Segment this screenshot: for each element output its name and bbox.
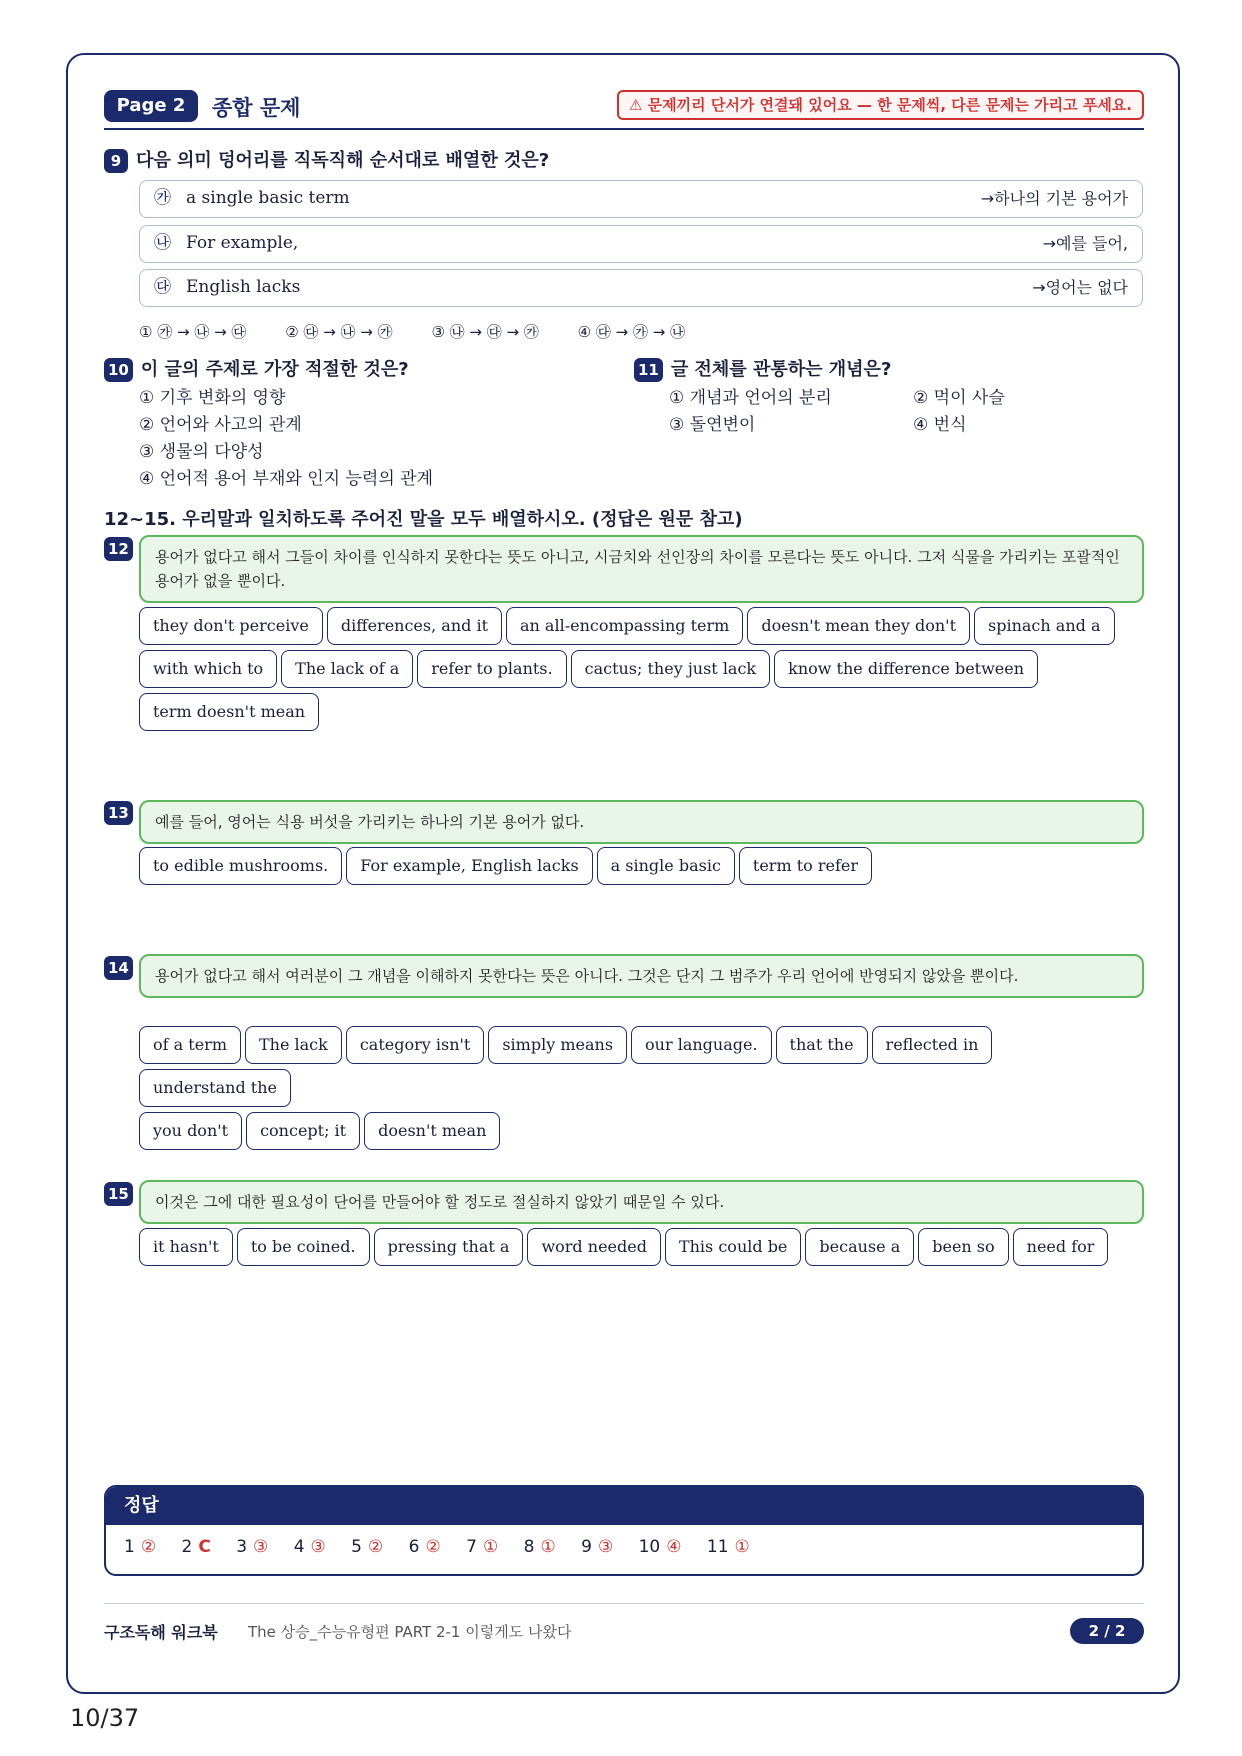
question-text: 다음 의미 덩어리를 직독직해 순서대로 배열한 것은? — [136, 150, 550, 171]
answer-key — [104, 1485, 1144, 1576]
question-9-options — [139, 321, 719, 342]
answer-item — [581, 1537, 613, 1557]
page-title: 종합 문제 — [212, 96, 301, 120]
word-tile[interactable]: concept; it — [246, 1112, 360, 1150]
chunk-marker: ㉰ — [154, 277, 171, 297]
answer-number: 2 — [181, 1537, 193, 1557]
answer-value: ① — [482, 1537, 499, 1557]
question-13-korean: 예를 들어, 영어는 식용 버섯을 가리키는 하나의 기본 용어가 없다. — [139, 800, 1144, 844]
chunk-english: English lacks — [186, 277, 301, 297]
word-tile[interactable]: need for — [1013, 1228, 1109, 1266]
word-tile[interactable]: doesn't mean — [364, 1112, 500, 1150]
answer-item — [124, 1537, 156, 1557]
word-tile[interactable]: that the — [776, 1026, 868, 1064]
question-14-tiles — [139, 1026, 1149, 1155]
word-tile[interactable]: because a — [805, 1228, 914, 1266]
answer-value: ② — [140, 1537, 157, 1557]
question-9 — [104, 146, 549, 173]
option-2[interactable]: ② 먹이 사슬 — [913, 388, 1005, 408]
answer-number: 5 — [351, 1537, 362, 1557]
answer-item — [524, 1537, 556, 1557]
page-header — [104, 90, 1144, 130]
word-tile[interactable]: refer to plants. — [417, 650, 566, 688]
word-tile[interactable]: This could be — [665, 1228, 801, 1266]
word-tile[interactable]: doesn't mean they don't — [747, 607, 970, 645]
footer-brand: 구조독해 워크북 — [104, 1623, 218, 1642]
option-3[interactable]: ③ ㉯ → ㉰ → ㉮ — [431, 323, 539, 341]
question-13-tiles — [139, 847, 1149, 890]
word-tile[interactable]: with which to — [139, 650, 277, 688]
chunk-english: For example, — [186, 233, 299, 253]
answer-value: ② — [425, 1537, 441, 1557]
page-footer — [104, 1603, 1144, 1645]
answer-item — [466, 1537, 498, 1557]
question-14-korean: 용어가 없다고 해서 여러분이 그 개념을 이해하지 못한다는 뜻은 아니다. 그것은 단지 그 범주가 우리 언어에 반영되지 않았을 뿐이다. — [139, 954, 1144, 998]
answer-value: ③ — [597, 1537, 614, 1557]
question-11-options-right — [913, 385, 1005, 439]
question-10-options — [139, 385, 433, 493]
answer-item — [294, 1537, 326, 1557]
word-tile[interactable]: a single basic — [597, 847, 735, 885]
page-badge: Page 2 — [104, 90, 198, 122]
option-1[interactable]: ① 개념과 언어의 분리 — [669, 388, 832, 408]
word-tile[interactable]: to be coined. — [237, 1228, 370, 1266]
answer-item — [639, 1537, 682, 1557]
word-tile[interactable]: The lack of a — [281, 650, 413, 688]
question-14-number: 14 — [104, 956, 133, 980]
chunk-korean: →예를 들어, — [1042, 234, 1128, 253]
answer-number: 3 — [236, 1537, 248, 1557]
page-counter: 10/37 — [70, 1704, 140, 1732]
question-11-options — [669, 385, 832, 439]
question-15-number: 15 — [104, 1182, 133, 1206]
word-tile[interactable]: know the difference between — [774, 650, 1038, 688]
answer-number: 7 — [466, 1537, 477, 1557]
option-3[interactable]: ③ 돌연변이 — [669, 415, 756, 435]
word-tile[interactable]: it hasn't — [139, 1228, 233, 1266]
answer-number: 4 — [293, 1537, 305, 1557]
question-number: 11 — [634, 358, 663, 382]
chunk-marker: ㉮ — [154, 188, 171, 208]
section-title: 12~15. 우리말과 일치하도록 주어진 말을 모두 배열하시오. (정답은 원문 참고) — [104, 509, 743, 530]
option-4[interactable]: ④ 언어적 용어 부재와 인지 능력의 관계 — [139, 469, 433, 489]
chunk-korean: →하나의 기본 용어가 — [980, 189, 1128, 208]
question-text: 이 글의 주제로 가장 적절한 것은? — [140, 359, 409, 380]
question-number: 10 — [104, 358, 133, 382]
word-tile[interactable]: understand the — [139, 1069, 291, 1107]
word-tile[interactable]: term to refer — [739, 847, 872, 885]
question-10 — [104, 355, 409, 382]
word-tile[interactable]: category isn't — [346, 1026, 485, 1064]
answer-item — [181, 1537, 210, 1557]
warning-notice: ⚠ 문제끼리 단서가 연결돼 있어요 — 한 문제씩, 다른 문제는 가리고 푸세요. — [617, 90, 1144, 120]
word-tile[interactable]: differences, and it — [327, 607, 502, 645]
question-12-korean: 용어가 없다고 해서 그들이 차이를 인식하지 못한다는 뜻도 아니고, 시금치와 선인장의 차이를 모른다는 뜻도 아니다. 그저 식물을 가리키는 포괄적인 용어가 없을 뿐이다. — [139, 535, 1144, 603]
option-1[interactable]: ① 기후 변화의 영향 — [139, 388, 286, 408]
answer-value: C — [198, 1537, 211, 1557]
question-12-tiles — [139, 607, 1149, 736]
question-15-korean: 이것은 그에 대한 필요성이 단어를 만들어야 할 정도로 절실하지 않았기 때문일 수 있다. — [139, 1180, 1144, 1224]
answer-number: 1 — [124, 1537, 135, 1557]
option-1[interactable]: ① ㉮ → ㉯ → ㉰ — [139, 323, 247, 341]
word-tile[interactable]: For example, English lacks — [346, 847, 592, 885]
footer-subtitle: The 상승_수능유형편 PART 2-1 이렇게도 나왔다 — [248, 1623, 572, 1641]
option-4[interactable]: ④ 번식 — [913, 415, 967, 435]
answer-number: 6 — [408, 1537, 420, 1557]
word-tile[interactable]: an all-encompassing term — [506, 607, 743, 645]
chunk-b — [139, 225, 1143, 263]
chunk-english: a single basic term — [186, 188, 350, 208]
word-tile[interactable]: The lack — [245, 1026, 342, 1064]
answer-value: ③ — [310, 1537, 326, 1557]
word-tile[interactable]: cactus; they just lack — [571, 650, 771, 688]
footer-page-badge: 2 / 2 — [1070, 1618, 1144, 1644]
question-15-tiles — [139, 1228, 1149, 1271]
answer-value: ① — [734, 1537, 750, 1557]
option-2[interactable]: ② 언어와 사고의 관계 — [139, 415, 302, 435]
option-3[interactable]: ③ 생물의 다양성 — [139, 442, 264, 462]
answer-item — [351, 1537, 383, 1557]
word-tile[interactable]: reflected in — [872, 1026, 993, 1064]
answer-item — [409, 1537, 441, 1557]
answer-value: ① — [540, 1537, 556, 1557]
option-4[interactable]: ④ ㉰ → ㉮ → ㉯ — [577, 323, 686, 341]
question-number: 9 — [104, 149, 128, 173]
answer-number: 8 — [523, 1537, 535, 1557]
answer-value: ④ — [666, 1537, 682, 1557]
chunk-korean: →영어는 없다 — [1032, 278, 1128, 297]
question-11 — [634, 355, 891, 382]
word-tile[interactable]: word needed — [527, 1228, 661, 1266]
answer-number: 11 — [706, 1537, 729, 1557]
answer-number: 9 — [581, 1537, 592, 1557]
word-tile[interactable]: our language. — [631, 1026, 772, 1064]
option-2[interactable]: ② ㉰ → ㉯ → ㉮ — [285, 323, 393, 341]
chunk-c — [139, 269, 1143, 307]
word-tile[interactable]: you don't — [139, 1112, 242, 1150]
word-tile[interactable]: they don't perceive — [139, 607, 323, 645]
word-tile[interactable]: been so — [918, 1228, 1008, 1266]
chunk-a — [139, 180, 1143, 218]
answer-value: ② — [368, 1537, 384, 1557]
answer-key-list — [106, 1525, 1142, 1569]
answer-value: ③ — [253, 1537, 269, 1557]
word-tile[interactable]: term doesn't mean — [139, 693, 319, 731]
question-text: 글 전체를 관통하는 개념은? — [670, 359, 892, 380]
word-tile[interactable]: to edible mushrooms. — [139, 847, 342, 885]
answer-item — [707, 1537, 750, 1557]
answer-key-title: 정답 — [106, 1487, 1142, 1525]
chunk-marker: ㉯ — [154, 233, 171, 253]
question-13-number: 13 — [104, 801, 133, 825]
answer-number: 10 — [638, 1537, 661, 1557]
word-tile[interactable]: spinach and a — [974, 607, 1114, 645]
question-12-number: 12 — [104, 537, 133, 561]
word-tile[interactable]: of a term — [139, 1026, 241, 1064]
answer-item — [236, 1537, 268, 1557]
word-tile[interactable]: simply means — [488, 1026, 627, 1064]
word-tile[interactable]: pressing that a — [374, 1228, 524, 1266]
